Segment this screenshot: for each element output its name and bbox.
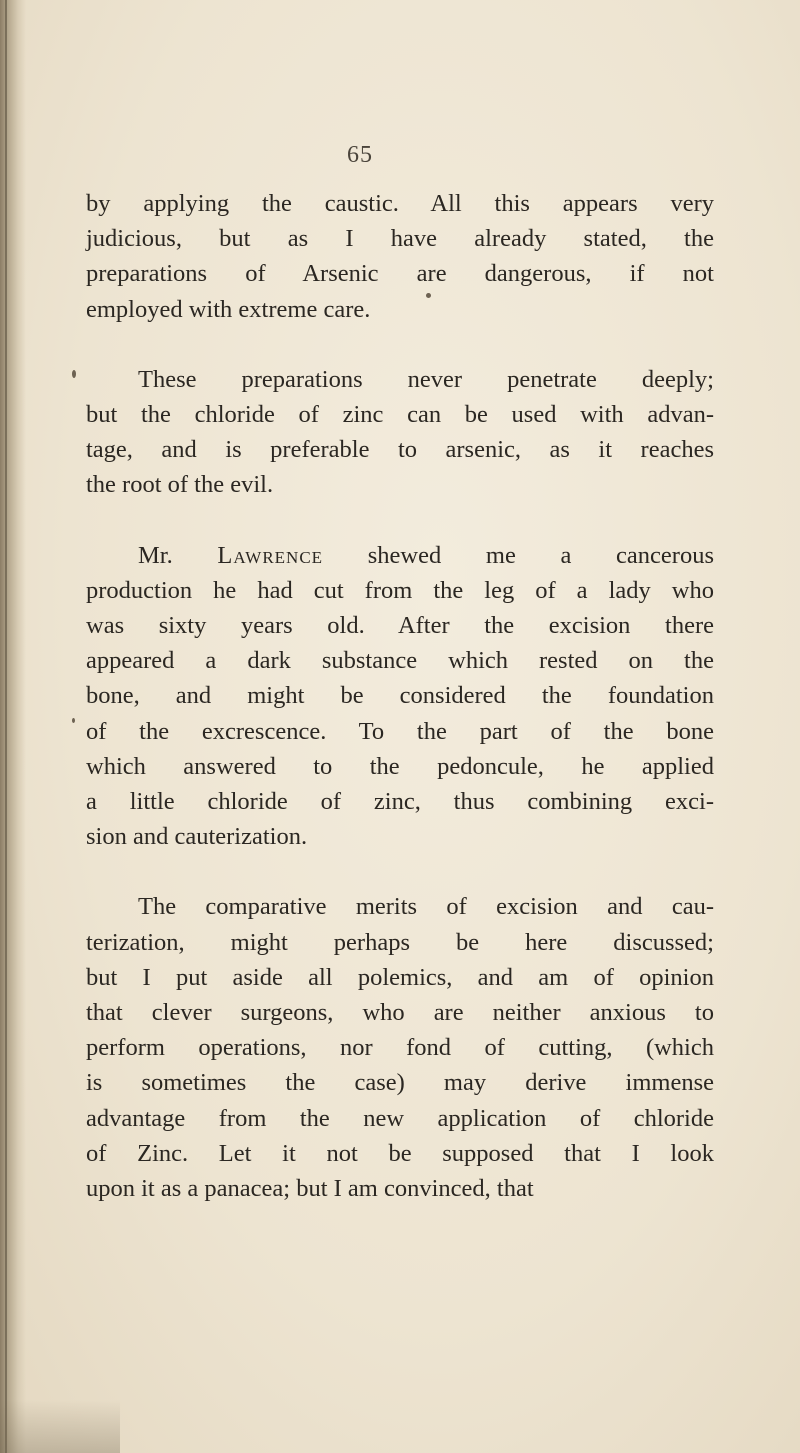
gutter-edge-line [5, 0, 7, 1453]
text-line: upon it as a panacea; but I am convinced, that [86, 1175, 534, 1203]
paragraph-gap [86, 854, 714, 889]
text-line: tage, and is preferable to arsenic, as it reaches [86, 436, 714, 464]
name-small-caps: Lawrence [217, 541, 324, 569]
text-line: employed with extreme care. [86, 295, 371, 323]
body-text [86, 186, 714, 1206]
text-line: a little chloride of zinc, thus combining exci- [86, 788, 714, 816]
text-line: of the excrescence. To the part of the bone [86, 717, 714, 745]
text-line: but the chloride of zinc can be used with advan- [86, 401, 714, 429]
text-line: advantage from the new application of chloride [86, 1104, 714, 1132]
ink-speck [72, 718, 75, 723]
text-line: These preparations never penetrate deeply; [138, 365, 714, 393]
page-number: 65 [347, 142, 373, 168]
text-line: the root of the evil. [86, 471, 274, 499]
text-line: The comparative merits of excision and cau- [138, 893, 714, 921]
text-line: by applying the caustic. All this appears very [86, 190, 714, 217]
text-line: preparations of Arsenic are dangerous, if not [86, 260, 714, 288]
paragraph-gap [86, 327, 714, 362]
text-line: which answered to the pedoncule, he applied [86, 752, 714, 780]
corner-shadow [0, 1400, 120, 1453]
text-line: judicious, but as I have already stated, the [86, 225, 714, 253]
text-line: was sixty years old. After the excision there [86, 612, 714, 640]
text-line: but I put aside all polemics, and am of opinion [86, 963, 714, 991]
text-line: production he had cut from the leg of a lady who [86, 576, 714, 604]
text-line: appeared a dark substance which rested on the [86, 647, 714, 675]
ink-speck [426, 293, 431, 298]
text-line: perform operations, nor fond of cutting, (which [86, 1034, 714, 1062]
text-line: sion and cauterization. [86, 823, 308, 851]
text-line: that clever surgeons, who are neither anxious to [86, 999, 714, 1027]
text-line: Mr. Lawrence shewed me a cancerous [138, 541, 714, 569]
text-line: terization, might perhaps be here discussed; [86, 928, 714, 956]
page-gutter [0, 0, 26, 1453]
ink-speck [72, 370, 76, 378]
text-line: bone, and might be considered the foundation [86, 682, 714, 710]
text-line: is sometimes the case) may derive immense [86, 1069, 714, 1097]
text-line: of Zinc. Let it not be supposed that I look [86, 1139, 714, 1167]
paragraph-gap [86, 503, 714, 538]
